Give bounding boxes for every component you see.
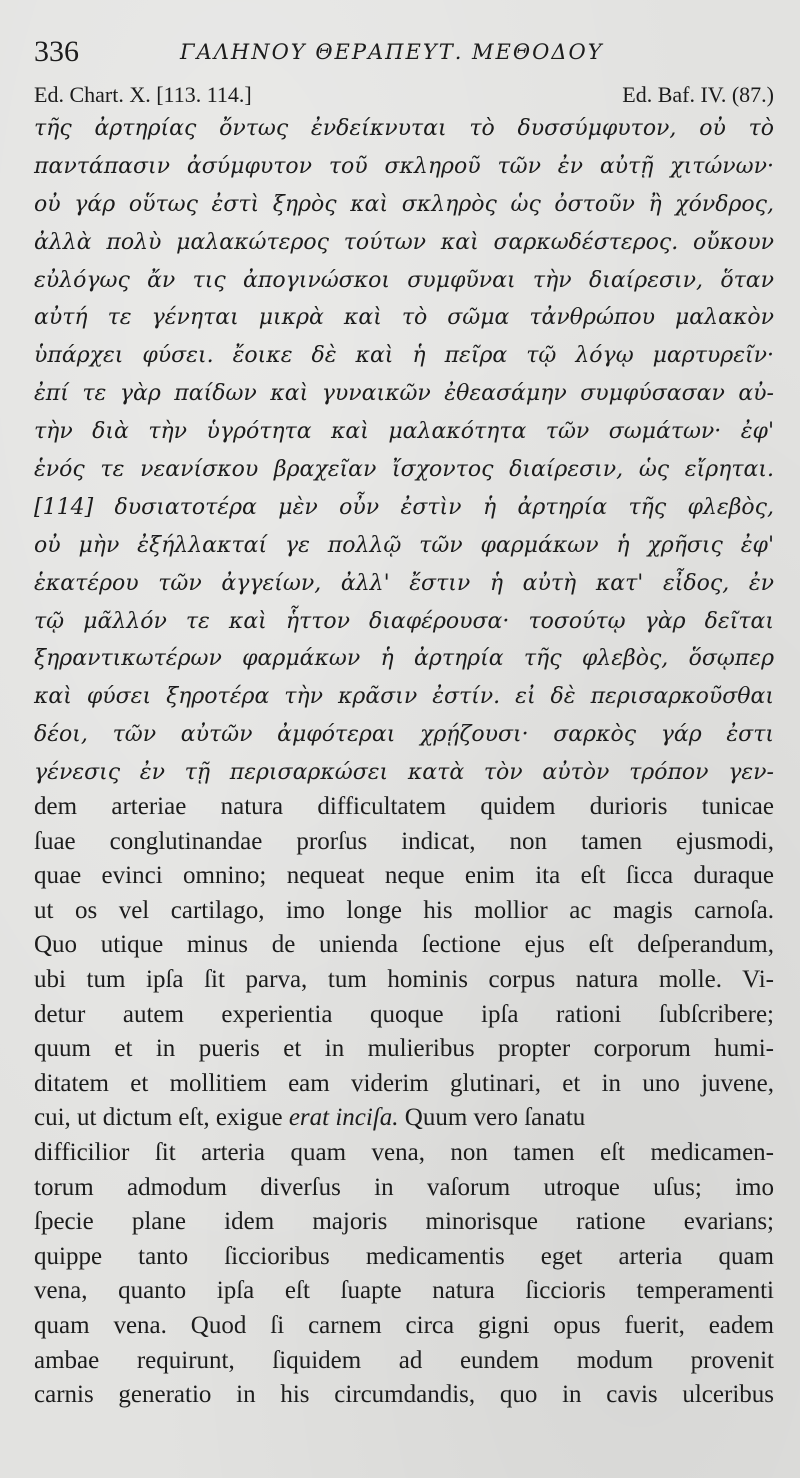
edition-reference-line bbox=[34, 80, 774, 110]
page-number: 336 bbox=[34, 35, 79, 68]
latin-text-line: ubi tum ipſa ſit parva, tum hominis corpus natura molle. Vi- bbox=[34, 965, 774, 993]
latin-text-line: ditatem et mollitiem eam viderim glutinari, et in uno juvene, bbox=[34, 1069, 774, 1097]
edition-reference-chartier: Ed. Chart. X. [113. 114.] bbox=[34, 82, 252, 107]
edition-reference-basel: Ed. Baf. IV. (87.) bbox=[622, 82, 774, 107]
latin-text-line: carnis generatio in his circumdandis, quo in cavis ulceribus bbox=[34, 1381, 774, 1409]
running-title: ΓΑΛΗΝΟΥ ΘΕΡΑΠΕΥΤ. ΜΕΘΟΔΟΥ bbox=[180, 40, 604, 64]
latin-text-line: dem arteriae natura difficultatem quidem durioris tunicae bbox=[34, 793, 774, 820]
latin-text-line: ut os vel cartilago, imo longe his mollior ac magis carnoſa. bbox=[34, 896, 774, 924]
greek-text-line: παντάπασιν ἀσύμφυτον τοῦ σκληροῦ τῶν ἐν αὐτῇ χιτώνων· bbox=[34, 153, 774, 179]
latin-text-line: quippe tanto ſiccioribus medicamentis eget arteria quam bbox=[34, 1242, 774, 1270]
latin-text-line: quam vena. Quod ſi carnem circa gigni opus fuerit, eadem bbox=[34, 1311, 774, 1339]
page-header bbox=[34, 32, 774, 72]
latin-text-line bbox=[34, 1101, 774, 1136]
latin-text-segment: cui, ut dictum eſt, exigue bbox=[34, 1104, 289, 1132]
greek-text-line: [114] δυσιατοτέρα μὲν οὖν ἐστὶν ἡ ἀρτηρία τῆς φλεβὸς, bbox=[34, 494, 774, 520]
greek-text-line: γένεσις ἐν τῇ περισαρκώσει κατὰ τὸν αὐτὸν τρόπον γεν- bbox=[34, 760, 774, 786]
greek-text-line: ἐπί τε γὰρ παίδων καὶ γυναικῶν ἐθεασάμην συμφύσασαν αὐ- bbox=[34, 381, 774, 407]
greek-text-line: τὴν διὰ τὴν ὑγρότητα καὶ μαλακότητα τῶν σωμάτων· ἐφ' bbox=[34, 419, 774, 445]
greek-text-line: καὶ φύσει ξηροτέρα τὴν κρᾶσιν ἐστίν. εἰ δὲ περισαρκοῦσθαι bbox=[34, 684, 774, 710]
latin-text-line: detur autem experientia quoque ipſa rationi ſubſcribere; bbox=[34, 1000, 774, 1028]
greek-text-block bbox=[34, 110, 774, 792]
latin-text-line: difficilior ſit arteria quam vena, non tamen eſt medicamen- bbox=[34, 1138, 774, 1166]
greek-text-line: οὐ μὴν ἐξήλλακταί γε πολλῷ τῶν φαρμάκων ἡ χρῆσις ἐφ' bbox=[34, 532, 774, 558]
latin-text-line: ambae requirunt, ſiquidem ad eundem modum provenit bbox=[34, 1346, 774, 1374]
greek-text-line: ἀλλὰ πολὺ μαλακώτερος τούτων καὶ σαρκωδέστερος. οὔκουν bbox=[34, 229, 774, 255]
latin-text-line: ſpecie plane idem majoris minorisque ratione evarians; bbox=[34, 1208, 774, 1236]
greek-text-line: ξηραντικωτέρων φαρμάκων ἡ ἀρτηρία τῆς φλεβὸς, ὅσῳπερ bbox=[34, 646, 774, 672]
greek-text-line: αὐτή τε γένηται μικρὰ καὶ τὸ σῶμα τἀνθρώπου μαλακὸν bbox=[34, 305, 774, 331]
greek-text-line: οὐ γάρ οὕτως ἐστὶ ξηρὸς καὶ σκληρὸς ὡς ὀστοῦν ἢ χόνδρος, bbox=[34, 191, 774, 217]
latin-text-line: quum et in pueris et in mulieribus propter corporum humi- bbox=[34, 1035, 774, 1063]
latin-text-line: Quo utique minus de unienda ſectione ejus eſt deſperandum, bbox=[34, 931, 774, 959]
latin-italic-text: erat inciſa. bbox=[288, 1104, 399, 1132]
latin-text-line: ſuae conglutinandae prorſus indicat, non tamen ejusmodi, bbox=[34, 827, 774, 855]
latin-text-line: torum admodum diverſus in vaſorum utroque uſus; imo bbox=[34, 1173, 774, 1201]
latin-text-block bbox=[34, 790, 774, 1413]
greek-text-line: εὐλόγως ἄν τις ἀπογινώσκοι συμφῦναι τὴν διαίρεσιν, ὅταν bbox=[34, 267, 774, 293]
latin-text-line: vena, quanto ipſa eſt ſuapte natura ſiccioris temperamenti bbox=[34, 1277, 774, 1305]
greek-text-line: τῆς ἀρτηρίας ὄντως ἐνδείκνυται τὸ δυσσύμφυτον, οὐ τὸ bbox=[34, 116, 774, 141]
latin-text-segment: Quum vero ſanatu bbox=[398, 1104, 586, 1132]
greek-text-line: δέοι, τῶν αὐτῶν ἀμφότεραι χρῄζουσι· σαρκὸς γάρ ἐστι bbox=[34, 722, 774, 748]
greek-text-line: ὑπάρχει φύσει. ἔοικε δὲ καὶ ἡ πεῖρα τῷ λόγῳ μαρτυρεῖν· bbox=[34, 343, 774, 369]
latin-text-line: quae evinci omnino; nequeat neque enim ita eſt ſicca duraque bbox=[34, 862, 774, 890]
greek-text-line: τῷ μᾶλλόν τε καὶ ἧττον διαφέρουσα· τοσούτῳ γὰρ δεῖται bbox=[34, 608, 774, 634]
greek-text-line: ἑκατέρου τῶν ἀγγείων, ἀλλ' ἔστιν ἡ αὐτὴ κατ' εἶδος, ἐν bbox=[34, 570, 774, 596]
greek-text-line: ἑνός τε νεανίσκου βραχεῖαν ἴσχοντος διαίρεσιν, ὡς εἴρηται. bbox=[34, 457, 774, 483]
